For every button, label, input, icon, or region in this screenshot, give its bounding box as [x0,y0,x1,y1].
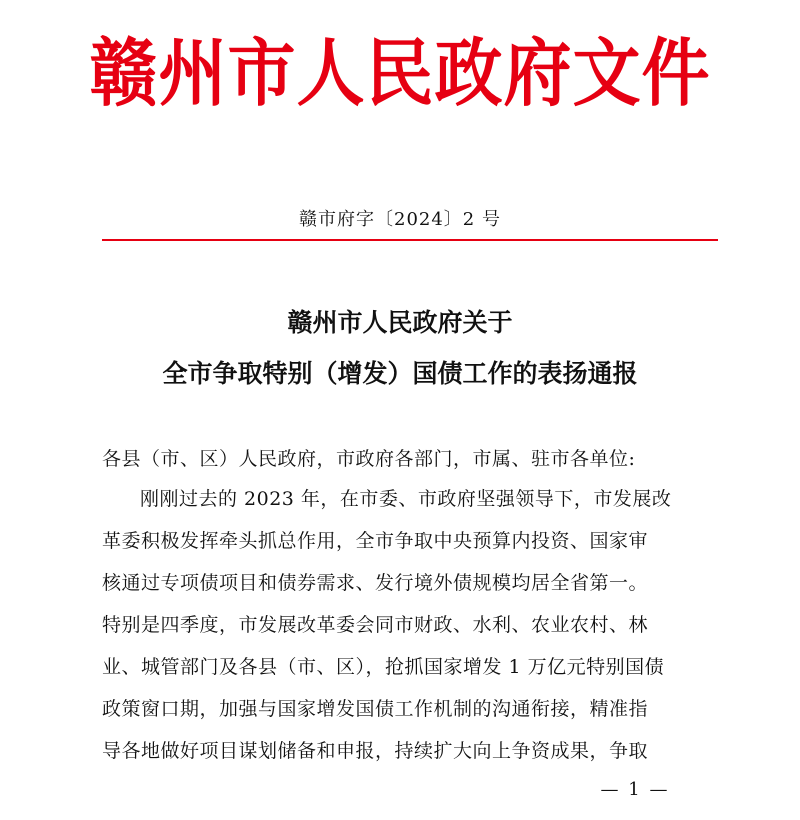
masthead-title: 赣州市人民政府文件 [89,30,711,118]
paragraph-line: 导各地做好项目谋划储备和申报，持续扩大向上争资成果，争取 [102,740,649,762]
paragraph-line: 刚刚过去的 2023 年，在市委、市政府坚强领导下，市发展改 [140,488,672,510]
paragraph-line: 核通过专项债项目和债券需求、发行境外债规模均居全省第一。 [102,572,649,594]
document-title-line-2: 全市争取特别（增发）国债工作的表扬通报 [162,359,638,388]
paragraph-line: 政策窗口期，加强与国家增发国债工作机制的沟通衔接，精准指 [102,698,649,720]
red-divider-rule [102,239,718,241]
page-number: — 1 — [600,779,670,800]
document-title-line-1: 赣州市人民政府关于 [287,308,513,337]
paragraph-line: 革委积极发挥牵头抓总作用，全市争取中央预算内投资、国家审 [102,530,649,552]
paragraph-line: 特别是四季度，市发展改革委会同市财政、水利、农业农村、林 [102,614,649,636]
document-number: 赣市府字〔2024〕2 号 [299,209,501,230]
paragraph-line: 业、城管部门及各县（市、区），抢抓国家增发 1 万亿元特别国债 [102,656,665,678]
salutation: 各县（市、区）人民政府，市政府各部门，市属、驻市各单位: [102,448,636,470]
